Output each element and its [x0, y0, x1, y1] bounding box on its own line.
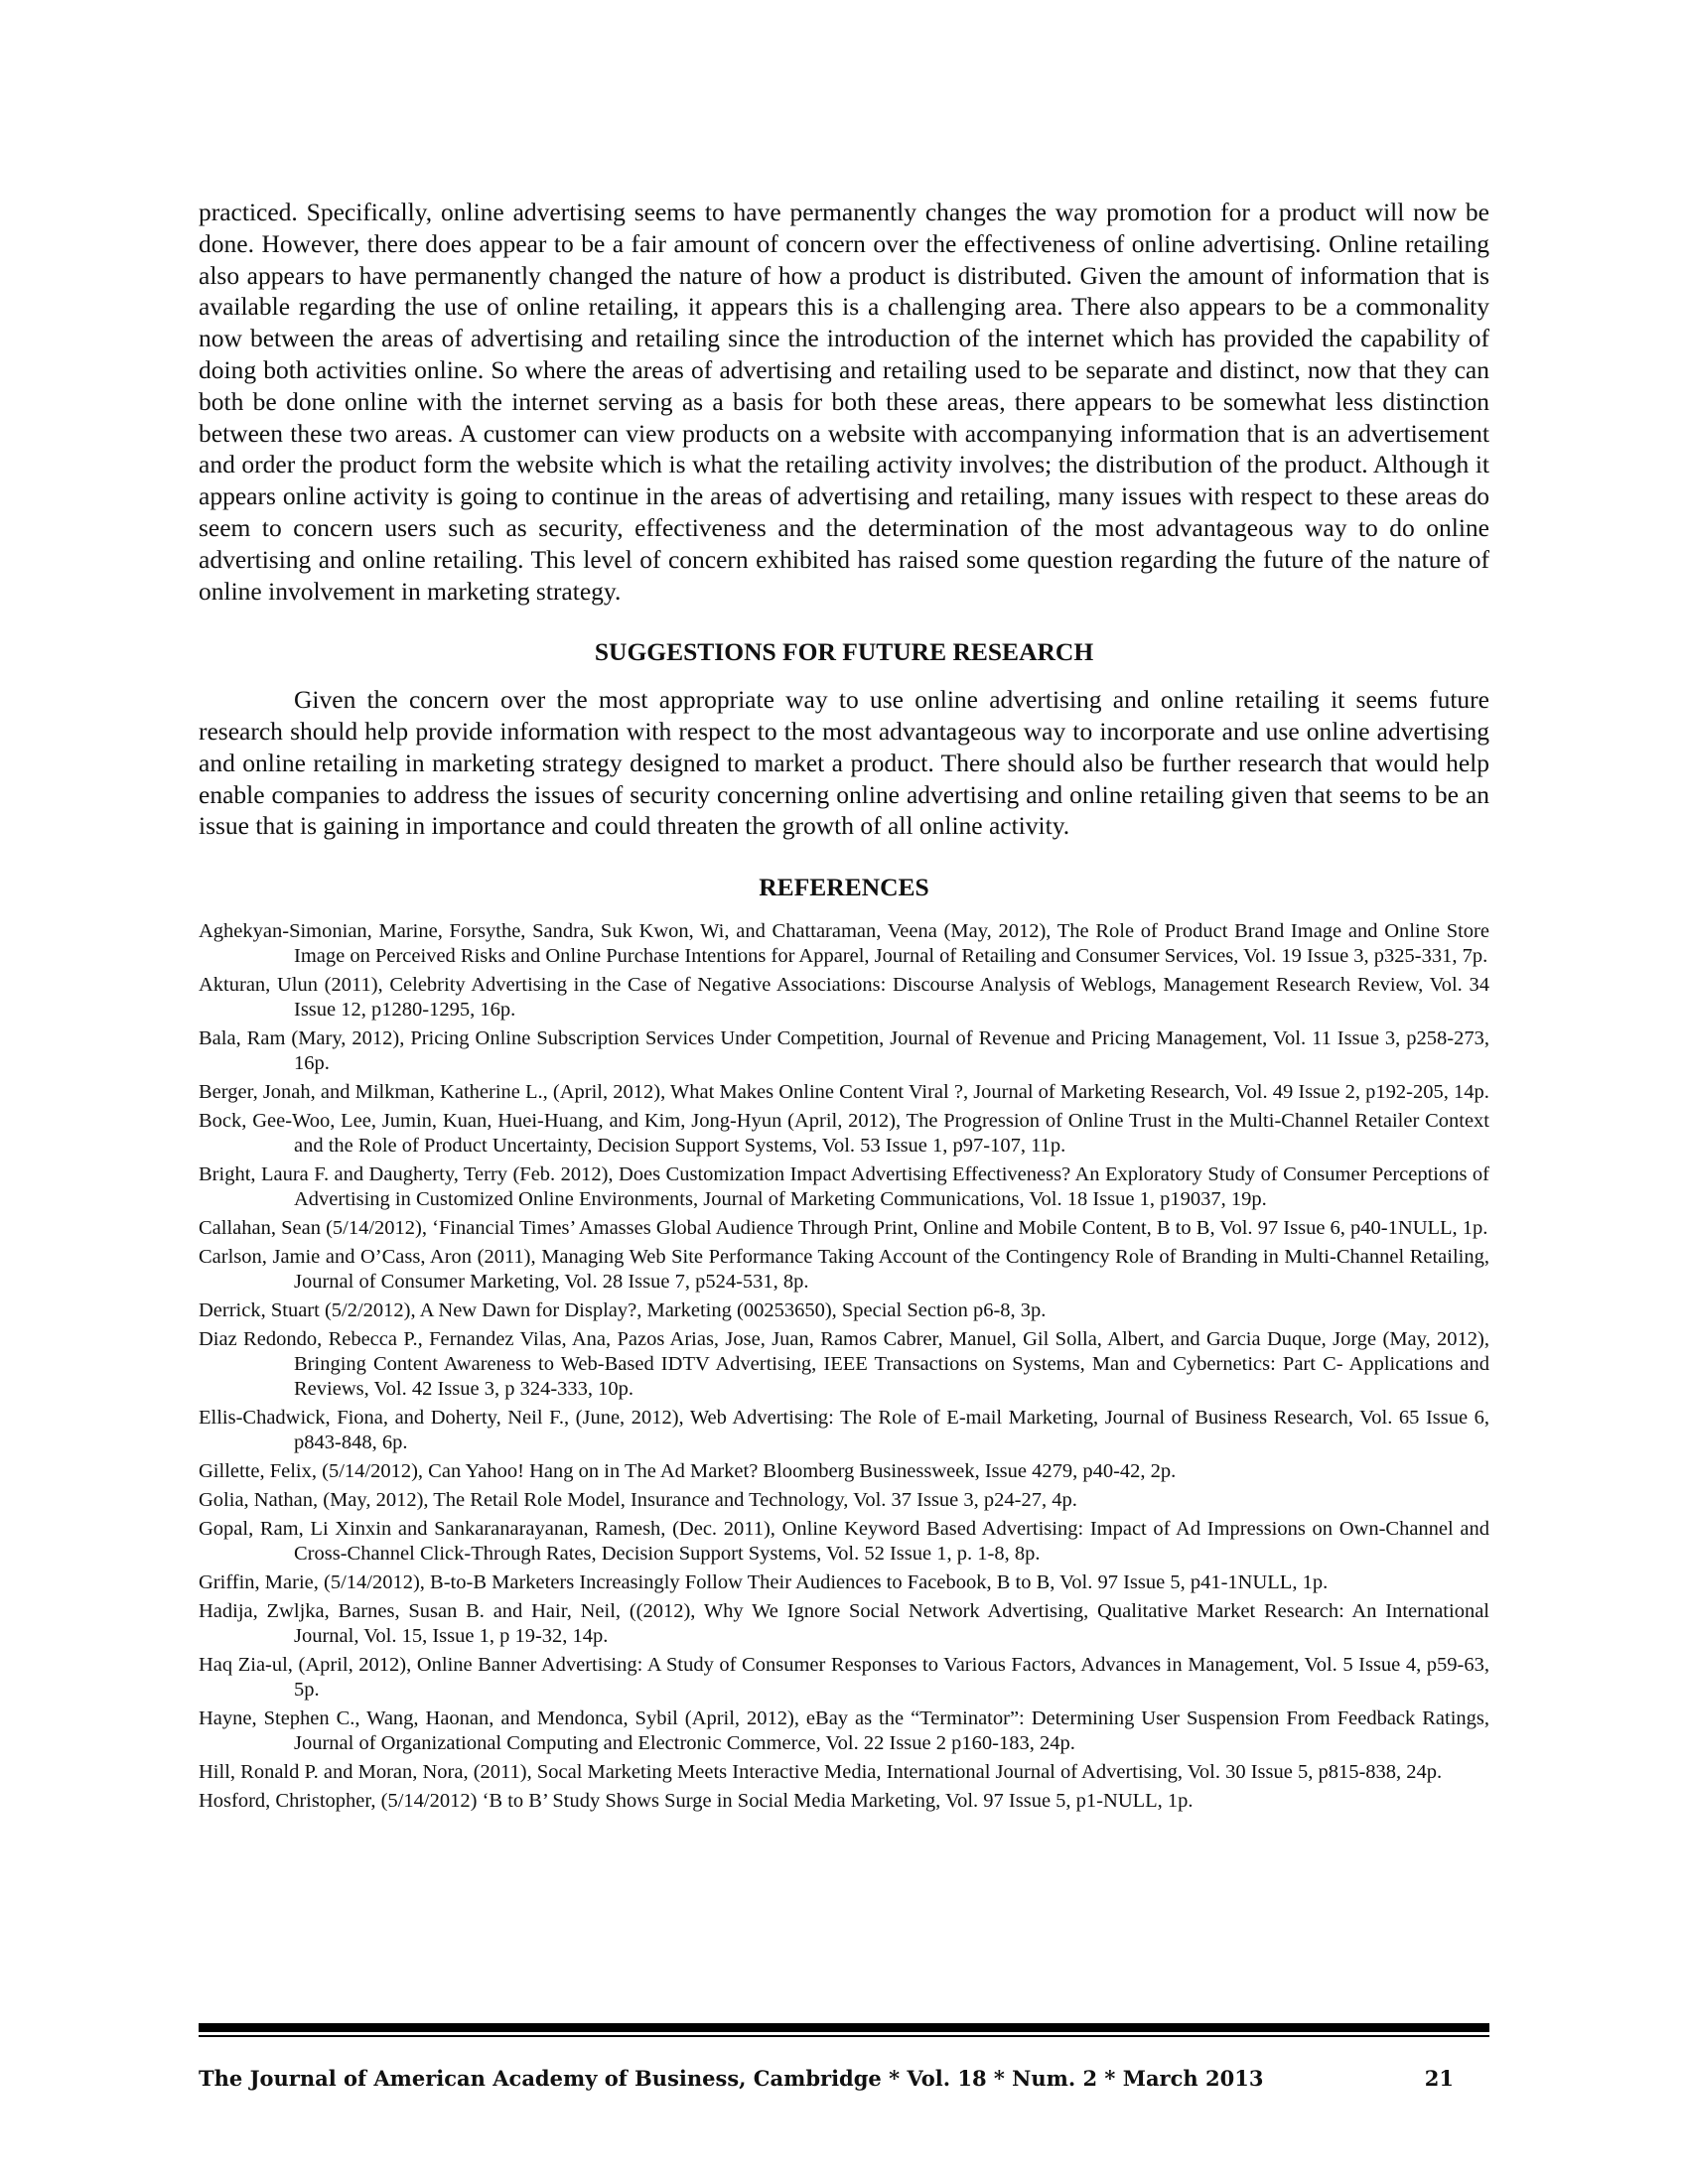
footer-journal-line: The Journal of American Academy of Business, Cambridge * Vol. 18 * Num. 2 * March 2013 [199, 2066, 1264, 2091]
reference-item: Hayne, Stephen C., Wang, Haonan, and Mendonca, Sybil (April, 2012), eBay as the “Terminator”: Determining User Suspension From Feedback Ratings, Journal of Organizational Computing and Electronic Commerce, Vol. 22 Issue 2 p160-183, 24p. [199, 1706, 1489, 1754]
footer-rule-thin [199, 2035, 1489, 2037]
footer-row [199, 2066, 1489, 2091]
reference-item: Golia, Nathan, (May, 2012), The Retail Role Model, Insurance and Technology, Vol. 37 Issue 3, p24-27, 4p. [199, 1488, 1077, 1511]
reference-item: Bock, Gee-Woo, Lee, Jumin, Kuan, Huei-Huang, and Kim, Jong-Hyun (April, 2012), The Progression of Online Trust in the Multi-Channel Retailer Context and the Role of Product Uncertainty, Decision Support Systems, Vol. 53 Issue 1, p97-107, 11p. [199, 1109, 1489, 1157]
reference-item: Callahan, Sean (5/14/2012), ‘Financial Times’ Amasses Global Audience Through Print, Online and Mobile Content, B to B, Vol. 97 Issue 6, p40-1NULL, 1p. [199, 1216, 1488, 1239]
reference-item: Akturan, Ulun (2011), Celebrity Advertising in the Case of Negative Associations: Discourse Analysis of Weblogs, Management Research Review, Vol. 34 Issue 12, p1280-1295, 16p. [199, 973, 1489, 1021]
reference-item: Bright, Laura F. and Daugherty, Terry (Feb. 2012), Does Customization Impact Advertising Effectiveness? An Exploratory Study of Consumer Perceptions of Advertising in Customized Online Environments, Journal of Marketing Communications, Vol. 18 Issue 1, p19037, 19p. [199, 1162, 1489, 1210]
page-footer [199, 2023, 1489, 2091]
reference-item: Aghekyan-Simonian, Marine, Forsythe, Sandra, Suk Kwon, Wi, and Chattaraman, Veena (May, 2012), The Role of Product Brand Image and Online Store Image on Perceived Risks and Online Purchase Intentions for Apparel, Journal of Retailing and Consumer Services, Vol. 19 Issue 3, p325-331, 7p. [199, 919, 1489, 967]
reference-item: Gopal, Ram, Li Xinxin and Sankaranarayanan, Ramesh, (Dec. 2011), Online Keyword Based Advertising: Impact of Ad Impressions on Own-Channel and Cross-Channel Click-Through Rates, Decision Support Systems, Vol. 52 Issue 1, p. 1-8, 8p. [199, 1517, 1489, 1565]
reference-item: Derrick, Stuart (5/2/2012), A New Dawn for Display?, Marketing (00253650), Special Section p6-8, 3p. [199, 1298, 1047, 1321]
reference-item: Berger, Jonah, and Milkman, Katherine L., (April, 2012), What Makes Online Content Viral ?, Journal of Marketing Research, Vol. 49 Issue 2, p192-205, 14p. [199, 1080, 1489, 1103]
reference-item: Hill, Ronald P. and Moran, Nora, (2011), Socal Marketing Meets Interactive Media, International Journal of Advertising, Vol. 30 Issue 5, p815-838, 24p. [199, 1760, 1443, 1783]
footer-page-number: 21 [1424, 2066, 1454, 2091]
reference-item: Hadija, Zwljka, Barnes, Susan B. and Hair, Neil, ((2012), Why We Ignore Social Network Advertising, Qualitative Market Research: An International Journal, Vol. 15, Issue 1, p 19-32, 14p. [199, 1599, 1489, 1647]
body-paragraph-continued: practiced. Specifically, online advertising seems to have permanently changes the way promotion for a product will now be done. However, there does appear to be a fair amount of concern over the effectiveness of online advertising. Online retailing also appears to have permanently changed the nature of how a product is distributed. Given the amount of information that is available regarding the use of online retailing, it appears this is a challenging area. There also appears to be a commonality now between the areas of advertising and retailing since the introduction of the internet which has provided the capability of doing both activities online. So where the areas of advertising and retailing used to be separate and distinct, now that they can both be done online with the internet serving as a basis for both these areas, there appears to be somewhat less distinction between these two areas. A customer can view products on a website with accompanying information that is an advertisement and order the product form the website which is what the retailing activity involves; the distribution of the product. Although it appears online activity is going to continue in the areas of advertising and retailing, many issues with respect to these areas do seem to concern users such as security, effectiveness and the determination of the most advantageous way to do online advertising and online retailing. This level of concern exhibited has raised some question regarding the future of the nature of online involvement in marketing strategy. [199, 198, 1489, 606]
reference-item: Haq Zia-ul, (April, 2012), Online Banner Advertising: A Study of Consumer Responses to Various Factors, Advances in Management, Vol. 5 Issue 4, p59-63, 5p. [199, 1653, 1489, 1701]
section-heading-suggestions: SUGGESTIONS FOR FUTURE RESEARCH [594, 637, 1094, 667]
footer-rule-thick [199, 2023, 1489, 2032]
reference-item: Bala, Ram (Mary, 2012), Pricing Online Subscription Services Under Competition, Journal of Revenue and Pricing Management, Vol. 11 Issue 3, p258-273, 16p. [199, 1026, 1489, 1074]
suggestions-paragraph: Given the concern over the most appropriate way to use online advertising and online retailing it seems future research should help provide information with respect to the most advantageous way to incorporate and use online advertising and online retailing in marketing strategy designed to market a product. There should also be further research that would help enable companies to address the issues of security concerning online advertising and online retailing given that seems to be an issue that is gaining in importance and could threaten the growth of all online activity. [199, 685, 1489, 841]
reference-item: Gillette, Felix, (5/14/2012), Can Yahoo! Hang on in The Ad Market? Bloomberg Businessweek, Issue 4279, p40-42, 2p. [199, 1459, 1177, 1482]
reference-item: Hosford, Christopher, (5/14/2012) ‘B to B’ Study Shows Surge in Social Media Marketing, Vol. 97 Issue 5, p1-NULL, 1p. [199, 1789, 1194, 1812]
page-content [199, 197, 1489, 1818]
reference-item: Ellis-Chadwick, Fiona, and Doherty, Neil F., (June, 2012), Web Advertising: The Role of E-mail Marketing, Journal of Business Research, Vol. 65 Issue 6, p843-848, 6p. [199, 1406, 1489, 1453]
reference-item: Carlson, Jamie and O’Cass, Aron (2011), Managing Web Site Performance Taking Account of the Contingency Role of Branding in Multi-Channel Retailing, Journal of Consumer Marketing, Vol. 28 Issue 7, p524-531, 8p. [199, 1245, 1489, 1293]
reference-list [199, 919, 1489, 1814]
reference-item: Diaz Redondo, Rebecca P., Fernandez Vilas, Ana, Pazos Arias, Jose, Juan, Ramos Cabrer, Manuel, Gil Solla, Albert, and Garcia Duque, Jorge (May, 2012), Bringing Content Awareness to Web-Based IDTV Advertising, IEEE Transactions on Systems, Man and Cybernetics: Part C- Applications and Reviews, Vol. 42 Issue 3, p 324-333, 10p. [199, 1327, 1489, 1400]
reference-item: Griffin, Marie, (5/14/2012), B-to-B Marketers Increasingly Follow Their Audiences to Facebook, B to B, Vol. 97 Issue 5, p41-1NULL, 1p. [199, 1570, 1329, 1593]
section-heading-references: REFERENCES [759, 873, 929, 902]
